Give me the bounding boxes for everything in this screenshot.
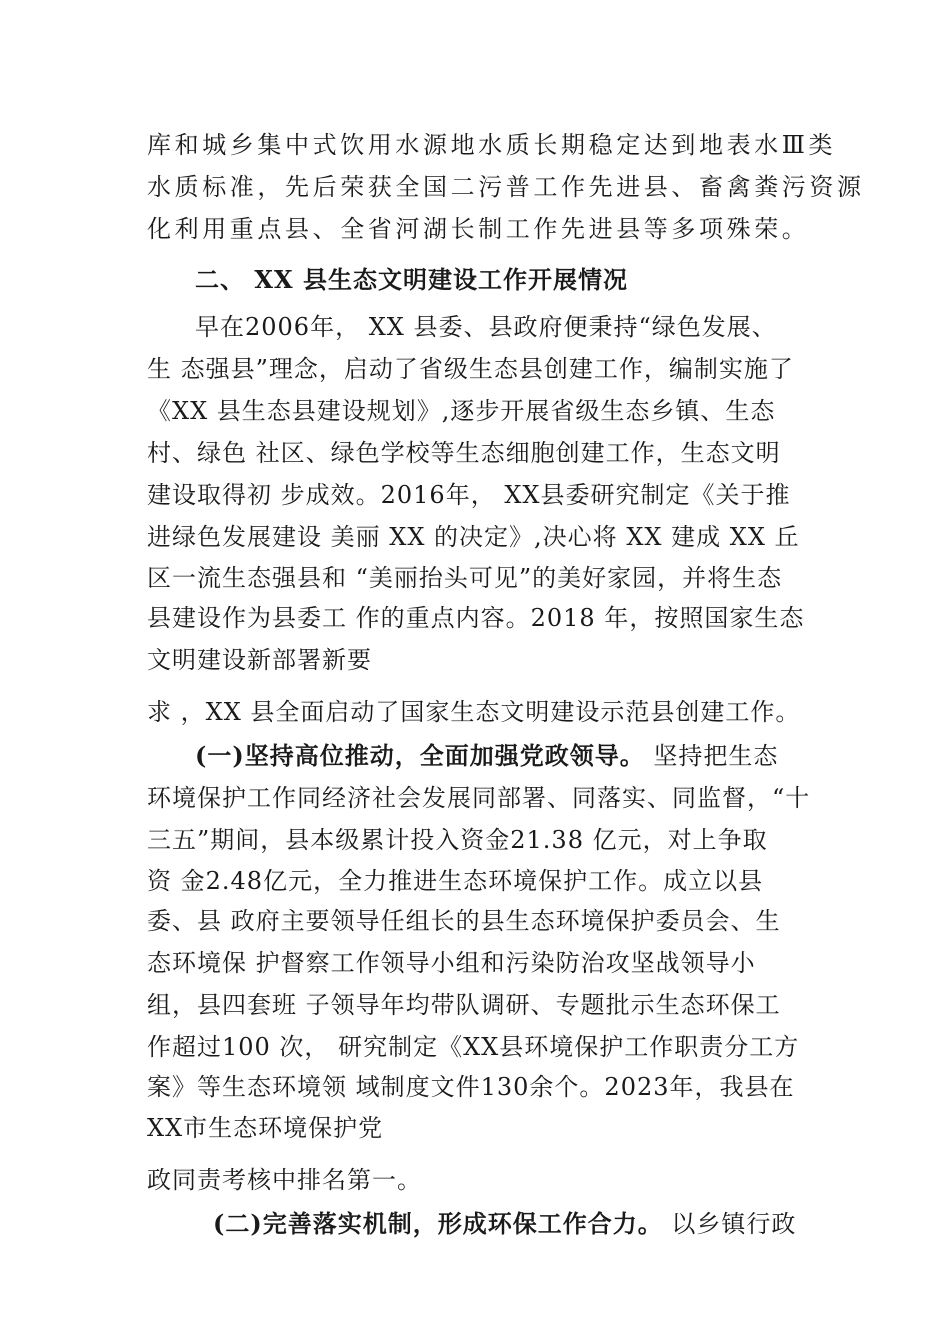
body-text-line: 三五”期间，县本级累计投入资金21.38 亿元，对上争取	[147, 826, 768, 854]
body-text-line: 进绿色发展建设 美丽 XX 的决定》,决心将 XX 建成 XX 丘	[147, 523, 800, 551]
subsection-heading: (二)完善落实机制，形成环保工作合力。	[213, 1209, 663, 1238]
body-text-line: 早在2006年， XX 县委、县政府便秉持“绿色发展、	[195, 313, 777, 341]
subsection-paragraph-first-line	[195, 740, 778, 772]
body-text-line: 村、绿色 社区、绿色学校等生态细胞创建工作，生态文明	[147, 439, 781, 467]
body-text-line: 求 ，XX 县全面启动了国家生态文明建设示范县创建工作。	[147, 698, 801, 726]
body-text-line: 水质标准，先后荣获全国二污普工作先进县、畜禽粪污资源	[147, 173, 865, 201]
body-text-line: 环境保护工作同经济社会发展同部署、同落实、同监督，“十	[147, 784, 811, 812]
subsection-heading: (一)坚持高位推动，全面加强党政领导。	[195, 741, 645, 770]
body-text-line: 案》等生态环境领 域制度文件130余个。2023年，我县在	[147, 1073, 795, 1101]
body-text-line: 态环境保 护督察工作领导小组和污染防治攻坚战领导小	[147, 949, 756, 977]
body-text-inline: 以乡镇行政	[671, 1210, 797, 1238]
body-text-line: 化利用重点县、全省河湖长制工作先进县等多项殊荣。	[147, 215, 810, 243]
body-text-line: 政同责考核中排名第一。	[147, 1166, 422, 1194]
body-text-line: 组，县四套班 子领导年均带队调研、专题批示生态环保工	[147, 991, 781, 1019]
body-text-line: 文明建设新部署新要	[147, 646, 372, 674]
body-text-line: XX市生态环境保护党	[147, 1114, 384, 1142]
body-text-line: 资 金2.48亿元，全力推进生态环境保护工作。成立以县	[147, 867, 764, 895]
body-text-line: 生 态强县”理念，启动了省级生态县创建工作，编制实施了	[147, 355, 794, 383]
body-text-line: 作超过100 次， 研究制定《XX县环境保护工作职责分工方	[147, 1033, 800, 1061]
subsection-paragraph-first-line	[213, 1208, 796, 1240]
body-text-line: 库和城乡集中式饮用水源地水质长期稳定达到地表水Ⅲ类	[147, 131, 837, 159]
section-heading: 二、 XX 县生态文明建设工作开展情况	[195, 265, 628, 294]
body-text-line: 委、县 政府主要领导任组长的县生态环境保护委员会、生	[147, 907, 781, 935]
body-text-line: 建设取得初 步成效。2016年， XX县委研究制定《关于推	[147, 481, 791, 509]
body-text-line: 区一流生态强县和 “美丽抬头可见”的美好家园，并将生态	[147, 564, 783, 592]
body-text-line: 县建设作为县委工 作的重点内容。2018 年，按照国家生态	[147, 604, 805, 632]
body-text-line: 《XX 县生态县建设规划》,逐步开展省级生态乡镇、生态	[147, 397, 776, 425]
body-text-inline: 坚持把生态	[653, 742, 779, 770]
